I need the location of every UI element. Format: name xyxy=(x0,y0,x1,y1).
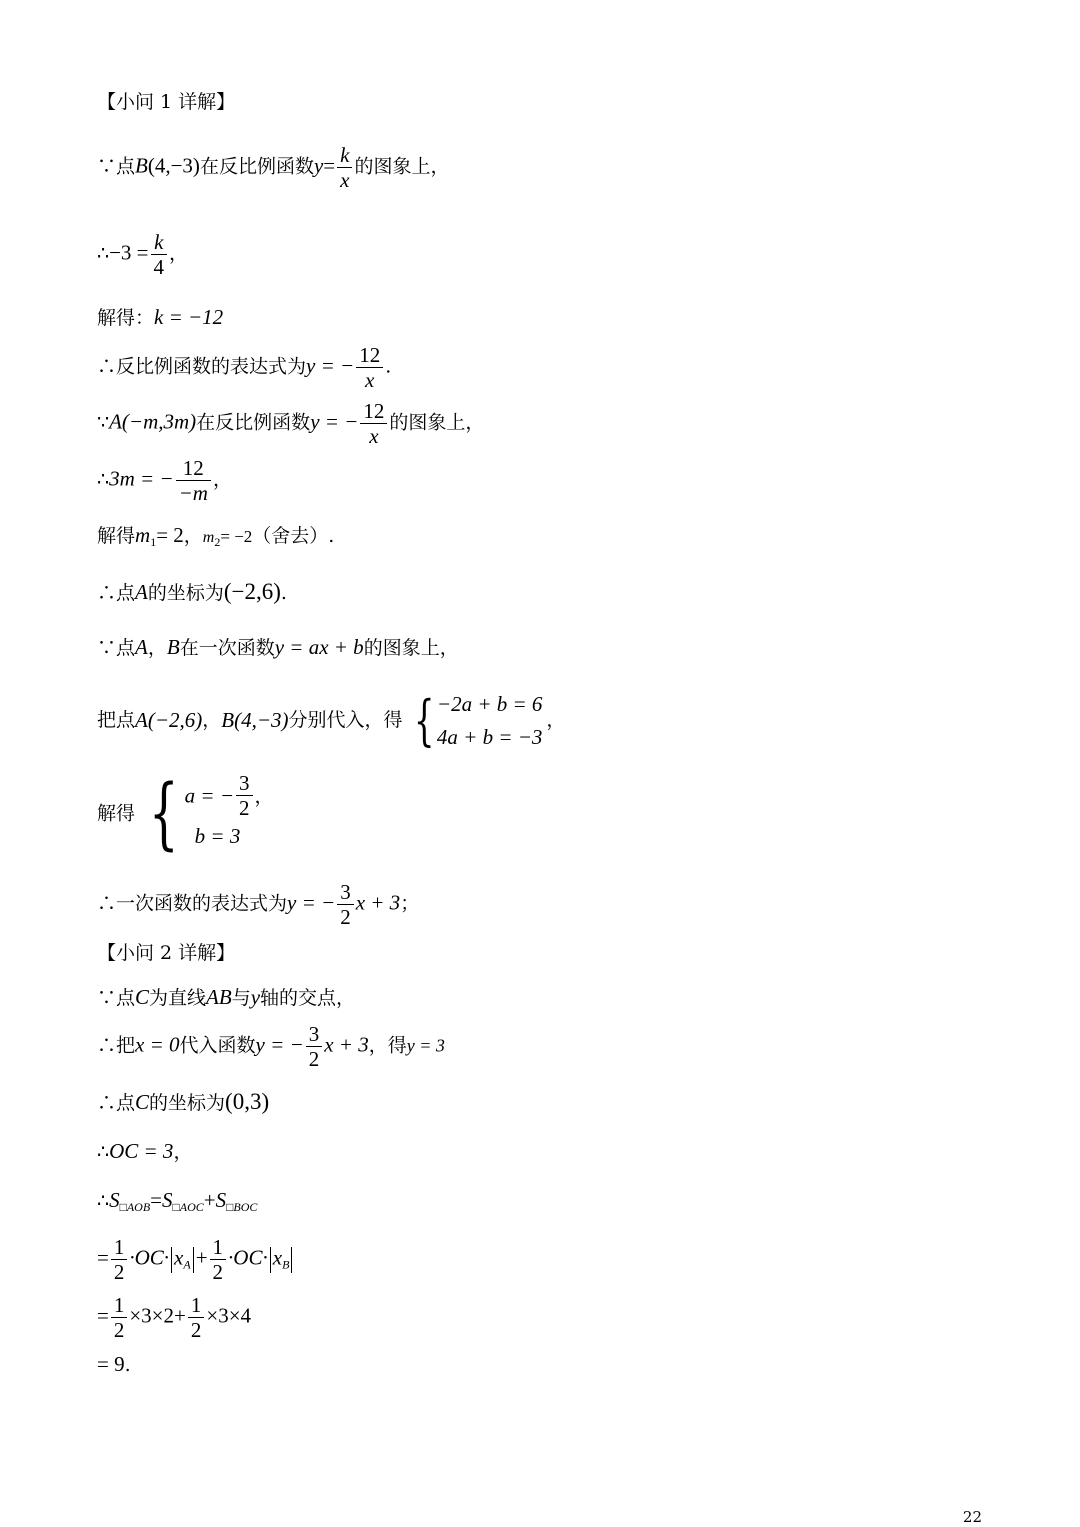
line-oc-length: ∴OC = 3， xyxy=(97,1139,193,1163)
line-point-a-coord: ∴点A的坐标为(−2,6). xyxy=(97,579,287,604)
fraction-1-over-2: $\frac{1}{2}$ xyxy=(111,1235,128,1284)
line-point-c-intersection: ∵点C为直线AB与y轴的交点， xyxy=(97,985,356,1009)
line-area-result: = 9. xyxy=(97,1352,131,1376)
equation-system: { −2a + b = 6 4a + b = −3 xyxy=(413,688,543,752)
fraction-3-over-2: $\frac{3}{2}$ xyxy=(337,880,354,929)
fraction-1-over-2: $\frac{1}{2}$ xyxy=(111,1293,128,1342)
line-point-b-on-curve: ∵点B(4,−3)在反比例函数y= $\frac{k}{x}$ 的图象上， xyxy=(97,143,450,193)
line-k-result: 解得：k = −12 xyxy=(97,305,224,329)
line-point-a-on-curve: ∵A(−m,3m)在反比例函数y = − $\frac{12}{x}$ 的图象上， xyxy=(97,399,485,449)
fraction-3-over-2: $\frac{3}{2}$ xyxy=(306,1022,323,1071)
line-minus3-eq-k4: ∴−3 = $\frac{k}{4}$ ， xyxy=(97,230,189,280)
section1-heading: 【小问 1 详解】 xyxy=(97,91,236,113)
line-inverse-function: ∴反比例函数的表达式为y = − $\frac{12}{x}$ . xyxy=(97,343,392,393)
line-point-c-coord: ∴点C的坐标为(0,3) xyxy=(97,1089,270,1114)
fraction-1-over-2: $\frac{1}{2}$ xyxy=(188,1293,205,1342)
line-substitute-x0: ∴把x = 0代入函数y = − $\frac{3}{2}$ x + 3，得y = 3 xyxy=(97,1022,445,1072)
fraction-k-over-4: $\frac{k}{4}$ xyxy=(151,230,168,279)
line-area-sum: $\therefore S_{□AOB}=S_{□AOC}+S_{□BOC}$ xyxy=(97,1188,258,1214)
fraction-k-over-x: $\frac{k}{x}$ xyxy=(337,143,352,192)
section2-heading: 【小问 2 详解】 xyxy=(97,942,236,964)
line-system-solution: 解得 { a = − $\frac{3}{2}$ ， b = 3 xyxy=(97,769,274,859)
fraction-12-over-x: $\frac{12}{x}$ xyxy=(356,343,383,392)
page-number: 22 xyxy=(962,1508,982,1526)
line-3m-equation: ∴3m = − $\frac{12}{-m}$ ， xyxy=(97,456,232,506)
line-linear-result: ∴一次函数的表达式为y = − $\frac{3}{2}$ x + 3； xyxy=(97,880,420,930)
line-area-formula: = $\frac{1}{2}$ $\cdot OC\cdot x_A$ + $\frac{1}{2}$ $\cdot OC\cdot x_B$ xyxy=(97,1235,294,1284)
fraction-12-over-minus-m: $\frac{12}{-m}$ xyxy=(176,456,211,505)
line-linear-function: ∵点A，B在一次函数y = ax + b的图象上， xyxy=(97,635,459,659)
solution-system: { a = − $\frac{3}{2}$ ， b = 3 xyxy=(148,769,274,859)
line-m-solutions: 解得$m_1= 2$，$m_2= -2$（舍去）. xyxy=(97,523,335,549)
line-substitution-system: 把点A(−2,6)，B(4,−3)分别代入，得 { −2a + b = 6 4a + b = −3 ， xyxy=(97,688,566,752)
line-area-numbers: = $\frac{1}{2}$ ×3×2+ $\frac{1}{2}$ ×3×4 xyxy=(97,1293,252,1343)
fraction-1-over-2: $\frac{1}{2}$ xyxy=(210,1235,227,1284)
fraction-12-over-x: $\frac{12}{x}$ xyxy=(360,399,387,448)
